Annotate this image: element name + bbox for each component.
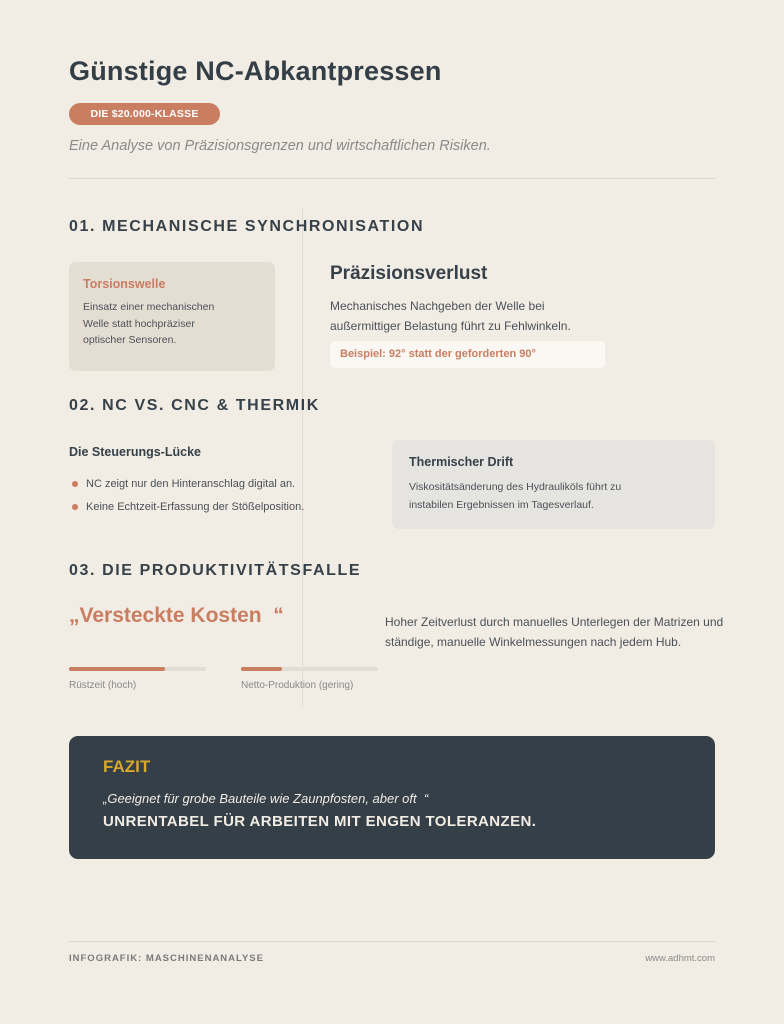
productivity-text: Hoher Zeitverlust durch manuelles Unterlegen der Matrizen und ständige, manuelle Winkelmessungen nach jedem Hub.	[385, 615, 724, 649]
section-heading-productivity: 03. DIE PRODUKTIVITÄTSFALLE	[69, 562, 362, 579]
precision-loss-text: Mechanisches Nachgeben der Welle bei außermittiger Belastung führt zu Fehlwinkeln.	[330, 299, 571, 333]
list-item	[72, 475, 304, 498]
setup-time-label: Rüstzeit (hoch)	[69, 680, 137, 691]
list-item-text: NC zeigt nur den Hinteranschlag digital an.	[86, 478, 296, 490]
vertical-guide-line	[302, 208, 303, 706]
price-class-badge: DIE $20.000-KLASSE	[69, 103, 220, 125]
footer-divider	[69, 941, 715, 942]
section-heading-synchronisation: 01. MECHANISCHE SYNCHRONISATION	[69, 218, 425, 235]
footer-url: www.adhmt.com	[645, 953, 715, 964]
torsion-shaft-card	[69, 262, 275, 371]
control-gap-title: Die Steuerungs-Lücke	[69, 445, 201, 459]
page-subtitle: Eine Analyse von Präzisionsgrenzen und wirtschaftlichen Risiken.	[69, 138, 491, 154]
hidden-costs-title: „Versteckte Kosten “	[69, 604, 284, 627]
net-production-label: Netto-Produktion (gering)	[241, 680, 354, 691]
thermal-drift-title: Thermischer Drift	[409, 455, 514, 469]
header-divider	[69, 178, 715, 179]
bullet-dot-icon	[72, 481, 78, 487]
conclusion-statement: UNRENTABEL FÜR ARBEITEN MIT ENGEN TOLERANZEN.	[103, 813, 537, 830]
net-production-bar-track	[241, 667, 378, 671]
torsion-shaft-title: Torsionswelle	[83, 277, 166, 291]
list-item-text: Keine Echtzeit-Erfassung der Stößelposition.	[86, 501, 305, 513]
section-heading-nc-cnc: 02. NC VS. CNC & THERMIK	[69, 397, 320, 414]
conclusion-quote: „Geeignet für grobe Bauteile wie Zaunpfosten, aber oft “	[103, 791, 429, 806]
setup-time-bar-fill	[69, 667, 165, 671]
control-gap-list	[72, 475, 304, 521]
page-title: Günstige NC-Abkantpressen	[69, 56, 442, 86]
net-production-bar-fill	[241, 667, 282, 671]
precision-example-callout: Beispiel: 92° statt der geforderten 90°	[330, 341, 605, 368]
net-production-meter	[241, 667, 378, 691]
conclusion-label: FAZIT	[103, 757, 151, 776]
list-item	[72, 498, 304, 521]
conclusion-panel	[69, 736, 715, 859]
precision-loss-title: Präzisionsverlust	[330, 263, 488, 284]
torsion-shaft-text: Einsatz einer mechanischen Welle statt hochpräziser optischer Sensoren.	[83, 301, 215, 346]
footer-caption: INFOGRAFIK: MASCHINENANALYSE	[69, 953, 264, 964]
setup-time-meter	[69, 667, 206, 691]
thermal-drift-text: Viskositätsänderung des Hydrauliköls führt zu instabilen Ergebnissen im Tagesverlauf.	[409, 481, 622, 511]
setup-time-bar-track	[69, 667, 206, 671]
bullet-dot-icon	[72, 504, 78, 510]
thermal-drift-card	[392, 440, 715, 529]
